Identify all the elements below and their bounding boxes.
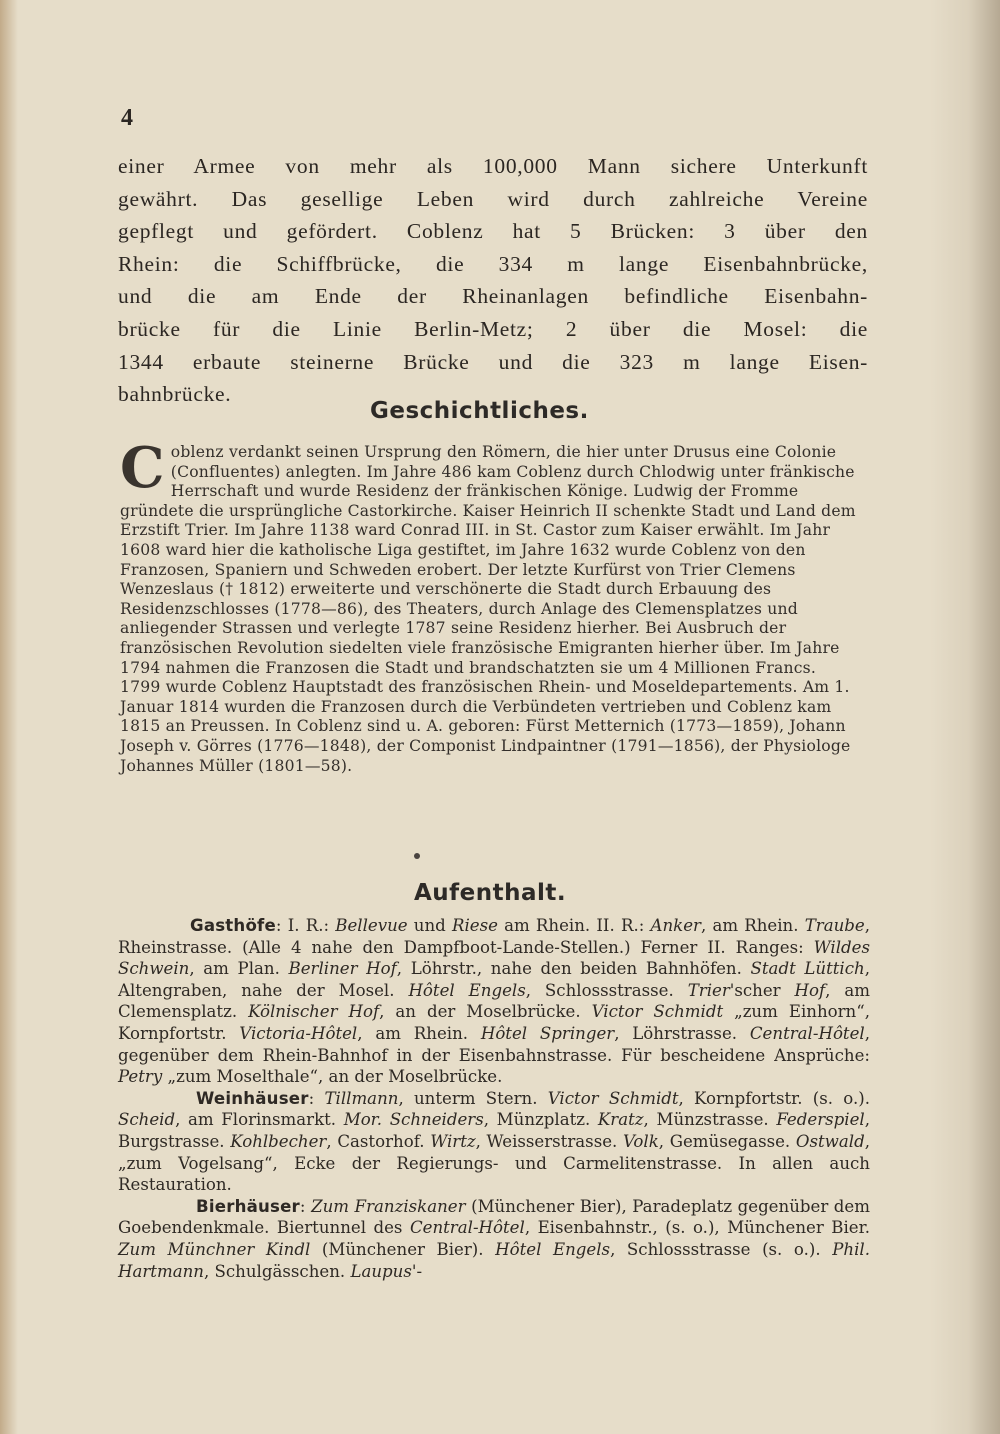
hotels-paragraph bbox=[118, 915, 870, 1088]
wine-houses-paragraph bbox=[118, 1088, 870, 1196]
venue-name: Federspiel bbox=[776, 1110, 865, 1130]
text-run: - bbox=[416, 1261, 423, 1281]
text-run: , Rheinstrasse. (Alle 4 nahe den Dampfboot-Lande-Stellen.) Ferner II. Ranges: bbox=[118, 916, 871, 957]
intro-line: 1344 erbaute steinerne Brücke und die 323 m lange Eisen- bbox=[118, 349, 868, 374]
venue-name: Kölnischer Hof bbox=[248, 1002, 380, 1022]
venue-name: Zum Münchner Kindl bbox=[118, 1239, 311, 1259]
venue-name: Victor Schmidt bbox=[591, 1002, 724, 1022]
text-run: : bbox=[308, 1088, 325, 1108]
text-run: , Weisserstrasse. bbox=[475, 1131, 623, 1151]
wine-houses-label: Weinhäuser bbox=[196, 1088, 309, 1108]
text-run: , am Clemensplatz. bbox=[118, 980, 870, 1022]
text-run: , Gemüsegasse. bbox=[658, 1131, 796, 1151]
book-spine-shadow bbox=[930, 0, 1000, 1434]
text-run: „zum Einhorn“, Kornpfortstr. bbox=[118, 1002, 870, 1043]
text-run: (Münchener Bier), Paradeplatz gegenüber dem Goebendenkmale. Biertunnel des bbox=[118, 1196, 870, 1238]
venue-name: Traube bbox=[804, 916, 865, 935]
venue-name: Laupus' bbox=[350, 1261, 417, 1281]
venue-name: Hof bbox=[794, 980, 826, 1000]
text-run: , Altengraben, nahe der Mosel. bbox=[118, 959, 870, 1000]
venue-name: Trier bbox=[687, 980, 730, 1000]
text-run: , Schulgässchen. bbox=[203, 1261, 351, 1281]
accommodation-section bbox=[118, 915, 870, 1282]
venue-name: Central-Hôtel bbox=[749, 1023, 865, 1043]
text-run: , an der Moselbrücke. bbox=[379, 1002, 592, 1022]
text-run: : I. R.: bbox=[275, 916, 336, 935]
venue-name: Wildes Schwein bbox=[118, 937, 870, 979]
venue-name: Phil. Hartmann bbox=[118, 1239, 870, 1281]
venue-name: Anker bbox=[650, 916, 701, 935]
venue-name: Berliner Hof bbox=[288, 959, 397, 979]
venue-name: Victoria-Hôtel bbox=[239, 1023, 358, 1043]
page-number: 4 bbox=[121, 105, 133, 131]
text-run: 'scher bbox=[729, 980, 795, 1000]
intro-line: einer Armee von mehr als 100,000 Mann sichere Unterkunft bbox=[118, 154, 868, 178]
venue-name: Scheid bbox=[118, 1110, 176, 1130]
ornamental-initial: C bbox=[120, 435, 165, 501]
text-run: „zum Moselthale“, an der Moselbrücke. bbox=[162, 1067, 503, 1087]
venue-name: Tillmann bbox=[324, 1088, 399, 1108]
venue-name: Ostwald bbox=[795, 1131, 865, 1151]
heading-aufenthalt: Aufenthalt. bbox=[414, 880, 567, 906]
venue-name: Kratz bbox=[597, 1110, 644, 1130]
venue-name: Stadt Lüttich bbox=[750, 959, 865, 979]
history-paragraph bbox=[120, 435, 860, 776]
beer-houses-paragraph bbox=[118, 1196, 870, 1282]
intro-paragraph bbox=[118, 150, 868, 411]
page-edge-shadow bbox=[0, 0, 18, 1434]
venue-name: Victor Schmidt bbox=[547, 1088, 679, 1108]
history-text: oblenz verdankt seinen Ursprung den Römern, die hier unter Drusus eine Colonie (Confluentes) anlegten. Im Jahre 486 kam Coblenz durch Chlodwig unter fränkische Herrschaft und wurde Residenz der fränkischen Könige. Ludwig der Fromme gründete die ursprüngliche Castorkirche. Kaiser Heinrich II schenkte Stadt und Land dem Erzstift Trier. Im Jahre 1138 ward Conrad III. in St. Castor zum Kaiser erwählt. Im Jahr 1608 ward hier die katholische Liga gestiftet, im Jahre 1632 wurde Coblenz von den Franzosen, Spaniern und Schweden erobert. Der letzte Kurfürst von Trier Clemens Wenzeslaus († 1812) erweiterte und verschönerte die Stadt durch Erbauung des Residenzschlosses (1778—86), des Theaters, durch Anlage des Clemensplatzes und anliegender Strassen und verlegte 1787 seine Residenz hierher. Bei Ausbruch der französischen Revolution siedelten viele französische Emigranten hierher über. Im Jahre 1794 nahmen die Franzosen die Stadt und brandschatzten sie um 4 Millionen Francs. 1799 wurde Coblenz Hauptstadt des französischen Rhein- und Moseldepartements. Am 1. Januar 1814 wurden die Franzosen durch die Verbündeten vertrieben und Coblenz kam 1815 an Preussen. In Coblenz sind u. A. geboren: Fürst Metternich (1773—1859), Johann Joseph v. Görres (1776—1848), der Componist Lindpaintner (1791—1856), der Physiologe Johannes Müller (1801—58). bbox=[120, 443, 856, 775]
text-run: und bbox=[407, 916, 452, 935]
text-run: , Löhrstrasse. bbox=[614, 1023, 750, 1043]
venue-name: Kohlbecher bbox=[230, 1131, 327, 1151]
text-run: , am Florinsmarkt. bbox=[175, 1110, 344, 1130]
venue-name: Mor. Schneiders bbox=[343, 1110, 484, 1130]
text-run: (Münchener Bier). bbox=[310, 1239, 496, 1259]
beer-houses-label: Bierhäuser bbox=[196, 1196, 300, 1216]
text-run: , „zum Vogelsang“, Ecke der Regierungs- und Carmelitenstrasse. In allen auch Restauration. bbox=[118, 1131, 870, 1195]
text-run: , Schlossstrasse (s. o.). bbox=[610, 1239, 833, 1259]
intro-line: und die am Ende der Rheinanlagen befindliche Eisenbahn- bbox=[118, 284, 868, 309]
venue-name: Bellevue bbox=[335, 916, 408, 935]
text-run: , Burgstrasse. bbox=[118, 1110, 870, 1151]
intro-line: bahnbrücke. bbox=[118, 382, 232, 407]
text-run: , Löhrstr., nahe den beiden Bahnhöfen. bbox=[396, 959, 751, 979]
text-run: am Rhein. II. R.: bbox=[497, 916, 651, 935]
venue-name: Riese bbox=[451, 916, 498, 935]
text-run: , gegenüber dem Rhein-Bahnhof in der Eisenbahnstrasse. Für bescheidene Ansprüche: bbox=[118, 1023, 871, 1065]
ink-dot bbox=[414, 853, 420, 859]
venue-name: Petry bbox=[118, 1067, 163, 1087]
text-run: , Schlossstrasse. bbox=[525, 980, 688, 1000]
intro-line: Rhein: die Schiffbrücke, die 334 m lange Eisenbahnbrücke, bbox=[118, 251, 868, 276]
text-run: , unterm Stern. bbox=[398, 1088, 548, 1108]
text-run: , Eisenbahnstr., (s. o.), Münchener Bier. bbox=[524, 1218, 870, 1238]
text-run: : bbox=[299, 1196, 312, 1216]
text-run: , Castorhof. bbox=[326, 1131, 431, 1151]
venue-name: Hôtel Springer bbox=[480, 1023, 615, 1043]
intro-line: gewährt. Das gesellige Leben wird durch zahlreiche Vereine bbox=[118, 186, 868, 211]
text-run: , am Rhein. bbox=[357, 1023, 481, 1043]
text-run: , am Plan. bbox=[189, 959, 289, 979]
text-run: , am Rhein. bbox=[700, 916, 805, 935]
venue-name: Zum Franziskaner bbox=[311, 1196, 466, 1216]
text-run: , Kornpfortstr. (s. o.). bbox=[678, 1088, 871, 1108]
venue-name: Hôtel Engels bbox=[495, 1239, 611, 1259]
intro-line: brücke für die Linie Berlin-Metz; 2 über die Mosel: die bbox=[118, 316, 868, 341]
venue-name: Central-Hôtel bbox=[409, 1218, 525, 1238]
venue-name: Volk bbox=[622, 1131, 659, 1151]
hotels-label: Gasthöfe bbox=[190, 916, 276, 935]
text-run: , Münzstrasse. bbox=[643, 1110, 777, 1130]
text-run: , Münzplatz. bbox=[483, 1110, 598, 1130]
heading-geschichtliches: Geschichtliches. bbox=[370, 398, 589, 424]
venue-name: Wirtz bbox=[430, 1131, 476, 1151]
intro-line: gepflegt und gefördert. Coblenz hat 5 Brücken: 3 über den bbox=[118, 219, 868, 244]
venue-name: Hôtel Engels bbox=[408, 980, 526, 1000]
